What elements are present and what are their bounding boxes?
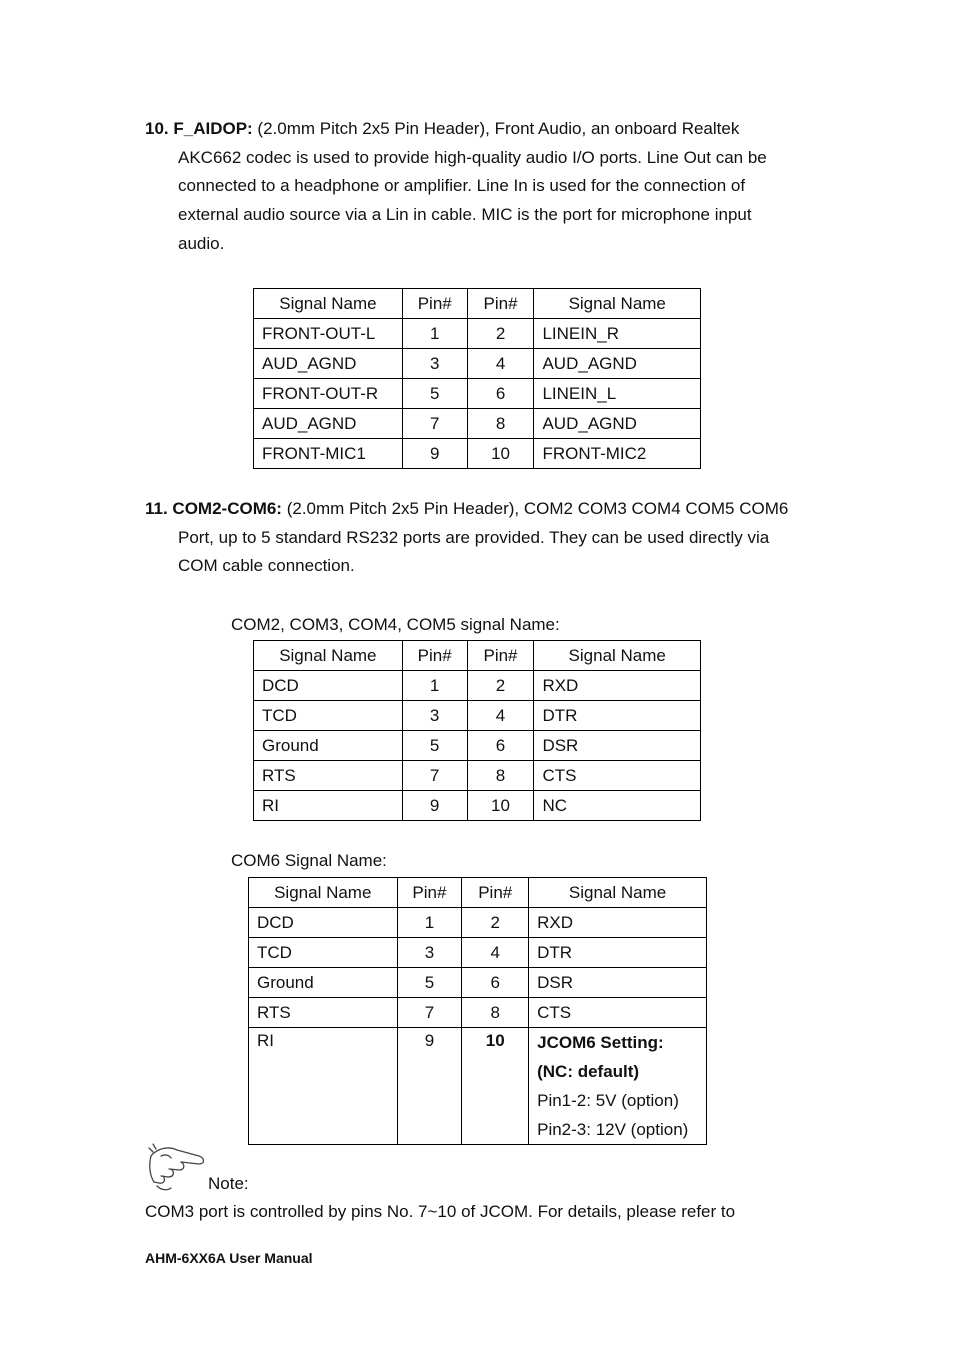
section-10-line-2: AKC662 codec is used to provide high-quality audio I/O ports. Line Out can be — [178, 147, 767, 167]
table-row: FRONT-OUT-R 5 6 LINEIN_L — [254, 379, 701, 409]
section-10-line-5: audio. — [178, 233, 225, 253]
table-header: Signal Name — [254, 641, 403, 671]
note-text: COM3 port is controlled by pins No. 7~10 of JCOM. For details, please refer to — [145, 1202, 736, 1221]
table-header: Pin# — [402, 289, 467, 319]
table-header: Signal Name — [534, 641, 701, 671]
section-10-label: 10. F_AIDOP: — [145, 119, 253, 138]
table-row: RI 9 10 NC — [254, 791, 701, 821]
section-10-paragraph — [145, 115, 805, 259]
section-10-line-1: 10. F_AIDOP: (2.0mm Pitch 2x5 Pin Header), Front Audio, an onboard Realtek — [145, 119, 740, 138]
table-row: RTS 7 8 CTS — [249, 998, 707, 1028]
section-10-line-3: connected to a headphone or amplifier. Line In is used for the connection of — [178, 176, 746, 196]
pointing-hand-icon — [147, 1142, 207, 1194]
table-row: DCD 1 2 RXD — [254, 671, 701, 701]
section-11-line-3: COM cable connection. — [178, 556, 355, 576]
table-row: Ground 5 6 DSR — [254, 731, 701, 761]
table-row: FRONT-MIC1 9 10 FRONT-MIC2 — [254, 439, 701, 469]
com2-5-caption: COM2, COM3, COM4, COM5 signal Name: — [231, 615, 560, 634]
jcom6-setting-title: JCOM6 Setting: — [537, 1033, 664, 1052]
front-audio-pin-table — [253, 288, 701, 469]
table-header: Pin# — [467, 641, 534, 671]
table-row: DCD 1 2 RXD — [249, 908, 707, 938]
jcom6-setting-default: (NC: default) — [537, 1062, 640, 1081]
com2-5-pin-table — [253, 640, 701, 821]
section-10-line-4: external audio source via a Lin in cable. MIC is the port for microphone input — [178, 205, 752, 225]
section-11-line-1: 11. COM2-COM6: (2.0mm Pitch 2x5 Pin Header), COM2 COM3 COM4 COM5 COM6 — [145, 499, 789, 518]
table-row: RTS 7 8 CTS — [254, 761, 701, 791]
table-row: Ground 5 6 DSR — [249, 968, 707, 998]
com6-pin-table — [248, 877, 707, 1145]
table-header: Signal Name — [529, 878, 707, 908]
section-11-label: 11. COM2-COM6: — [145, 499, 282, 518]
com6-caption: COM6 Signal Name: — [231, 851, 387, 870]
table-row-jcom6: RI 9 10 JCOM6 Setting: (NC: default) Pin1-2: 5V (option) Pin2-3: 12V (option) — [249, 1028, 707, 1145]
page-footer: AHM-6XX6A User Manual — [145, 1250, 313, 1266]
jcom6-setting-cell — [529, 1028, 707, 1145]
table-row: AUD_AGND 3 4 AUD_AGND — [254, 349, 701, 379]
note-label: Note: — [208, 1174, 249, 1193]
table-header: Pin# — [462, 878, 529, 908]
table-header: Pin# — [397, 878, 462, 908]
table-header: Pin# — [467, 289, 534, 319]
table-header: Signal Name — [254, 289, 403, 319]
table-header: Pin# — [402, 641, 467, 671]
table-row: FRONT-OUT-L 1 2 LINEIN_R — [254, 319, 701, 349]
jcom6-setting-option-1: Pin1-2: 5V (option) — [537, 1091, 679, 1110]
table-row: AUD_AGND 7 8 AUD_AGND — [254, 409, 701, 439]
table-row: TCD 3 4 DTR — [249, 938, 707, 968]
section-11-line-2: Port, up to 5 standard RS232 ports are provided. They can be used directly via — [178, 527, 770, 547]
jcom6-setting-option-2: Pin2-3: 12V (option) — [537, 1120, 689, 1139]
table-header: Signal Name — [534, 289, 701, 319]
table-header: Signal Name — [249, 878, 398, 908]
section-11-paragraph — [145, 495, 805, 581]
table-row: TCD 3 4 DTR — [254, 701, 701, 731]
